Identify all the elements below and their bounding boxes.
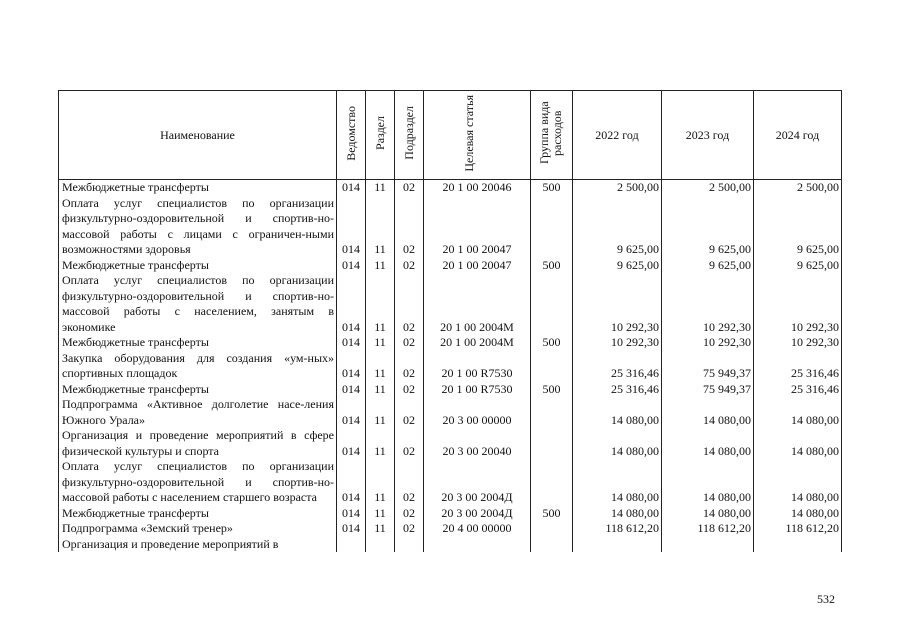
row-vedomstvo: 014 [337, 521, 366, 537]
row-razdel: 11 [366, 180, 395, 196]
row-name: Межбюджетные трансферты [59, 382, 337, 398]
table-row [59, 459, 842, 506]
table-row [59, 351, 842, 382]
row-podrazdel: 02 [395, 335, 424, 351]
row-2024: 2 500,00 [754, 180, 842, 196]
row-2024: 10 292,30 [754, 273, 842, 335]
row-group [531, 537, 573, 553]
header-vedomstvo: Ведомство [337, 91, 366, 180]
row-target [424, 537, 531, 553]
row-target: 20 1 00 20047 [424, 196, 531, 258]
row-razdel: 11 [366, 351, 395, 382]
header-name: Наименование [59, 91, 337, 180]
row-target: 20 1 00 R7530 [424, 382, 531, 398]
row-2022: 10 292,30 [573, 335, 662, 351]
row-razdel: 11 [366, 258, 395, 274]
header-podrazdel: Подраздел [395, 91, 424, 180]
row-2024: 14 080,00 [754, 397, 842, 428]
row-name: Организация и проведение мероприятий в [59, 537, 337, 553]
row-2022: 9 625,00 [573, 258, 662, 274]
table-row [59, 258, 842, 274]
row-2023: 10 292,30 [662, 335, 754, 351]
row-target: 20 3 00 20040 [424, 428, 531, 459]
row-name: Оплата услуг специалистов по организации физкультурно-оздоровительной и спортив-но-массовой работы с населением, занятым в экономике [59, 273, 337, 335]
row-target: 20 1 00 2004М [424, 335, 531, 351]
row-podrazdel: 02 [395, 428, 424, 459]
row-group: 500 [531, 180, 573, 196]
table-row [59, 196, 842, 258]
row-2024: 14 080,00 [754, 459, 842, 506]
row-vedomstvo: 014 [337, 180, 366, 196]
row-2023: 75 949,37 [662, 351, 754, 382]
row-2023: 118 612,20 [662, 521, 754, 537]
row-2024: 14 080,00 [754, 428, 842, 459]
row-2023: 14 080,00 [662, 506, 754, 522]
row-vedomstvo: 014 [337, 351, 366, 382]
table-row [59, 335, 842, 351]
row-2024: 14 080,00 [754, 506, 842, 522]
row-2023: 9 625,00 [662, 258, 754, 274]
row-2022: 9 625,00 [573, 196, 662, 258]
row-2024: 118 612,20 [754, 521, 842, 537]
row-podrazdel: 02 [395, 397, 424, 428]
row-name: Межбюджетные трансферты [59, 506, 337, 522]
row-razdel: 11 [366, 273, 395, 335]
table-row [59, 537, 842, 553]
header-target: Целевая статья [424, 91, 531, 180]
row-razdel: 11 [366, 428, 395, 459]
row-target: 20 4 00 00000 [424, 521, 531, 537]
row-razdel: 11 [366, 382, 395, 398]
row-2022: 14 080,00 [573, 397, 662, 428]
row-vedomstvo: 014 [337, 196, 366, 258]
row-name: Оплата услуг специалистов по организации физкультурно-оздоровительной и спортив-но-массовой работы с населением старшего возраста [59, 459, 337, 506]
row-2022 [573, 537, 662, 553]
row-2023: 9 625,00 [662, 196, 754, 258]
row-2023: 2 500,00 [662, 180, 754, 196]
row-razdel: 11 [366, 506, 395, 522]
row-vedomstvo: 014 [337, 506, 366, 522]
header-2024: 2024 год [754, 91, 842, 180]
row-group [531, 459, 573, 506]
row-razdel: 11 [366, 397, 395, 428]
row-vedomstvo: 014 [337, 273, 366, 335]
header-group: Группа вида расходов [531, 91, 573, 180]
row-razdel: 11 [366, 196, 395, 258]
header-row [59, 91, 842, 180]
row-target: 20 1 00 20046 [424, 180, 531, 196]
row-razdel: 11 [366, 335, 395, 351]
row-podrazdel: 02 [395, 196, 424, 258]
row-2023 [662, 537, 754, 553]
row-vedomstvo: 014 [337, 459, 366, 506]
table-row [59, 428, 842, 459]
row-2024: 10 292,30 [754, 335, 842, 351]
table-row [59, 397, 842, 428]
row-group [531, 196, 573, 258]
row-podrazdel: 02 [395, 258, 424, 274]
row-target: 20 3 00 2004Д [424, 459, 531, 506]
row-group: 500 [531, 506, 573, 522]
row-2022: 118 612,20 [573, 521, 662, 537]
row-group [531, 397, 573, 428]
row-2022: 14 080,00 [573, 428, 662, 459]
row-name: Подпрограмма «Активное долголетие насе-ления Южного Урала» [59, 397, 337, 428]
row-vedomstvo: 014 [337, 335, 366, 351]
row-group: 500 [531, 258, 573, 274]
row-group [531, 351, 573, 382]
row-podrazdel [395, 537, 424, 553]
row-2022: 14 080,00 [573, 459, 662, 506]
row-vedomstvo [337, 537, 366, 553]
table-row [59, 382, 842, 398]
row-2023: 10 292,30 [662, 273, 754, 335]
row-name: Межбюджетные трансферты [59, 258, 337, 274]
table-row [59, 273, 842, 335]
row-2022: 2 500,00 [573, 180, 662, 196]
row-2022: 25 316,46 [573, 382, 662, 398]
table-row [59, 180, 842, 196]
row-2022: 14 080,00 [573, 506, 662, 522]
row-target: 20 1 00 2004М [424, 273, 531, 335]
row-target: 20 3 00 00000 [424, 397, 531, 428]
page-number: 532 [817, 592, 835, 606]
row-target: 20 3 00 2004Д [424, 506, 531, 522]
row-vedomstvo: 014 [337, 258, 366, 274]
row-group: 500 [531, 335, 573, 351]
row-vedomstvo: 014 [337, 397, 366, 428]
row-podrazdel: 02 [395, 521, 424, 537]
row-target: 20 1 00 20047 [424, 258, 531, 274]
row-2023: 75 949,37 [662, 382, 754, 398]
row-name: Межбюджетные трансферты [59, 180, 337, 196]
row-podrazdel: 02 [395, 180, 424, 196]
row-podrazdel: 02 [395, 351, 424, 382]
row-name: Организация и проведение мероприятий в сфере физической культуры и спорта [59, 428, 337, 459]
row-podrazdel: 02 [395, 382, 424, 398]
row-razdel [366, 537, 395, 553]
row-name: Закупка оборудования для создания «ум-ных» спортивных площадок [59, 351, 337, 382]
row-name: Межбюджетные трансферты [59, 335, 337, 351]
row-target: 20 1 00 R7530 [424, 351, 531, 382]
table-row [59, 521, 842, 537]
header-2022: 2022 год [573, 91, 662, 180]
header-2023: 2023 год [662, 91, 754, 180]
row-2023: 14 080,00 [662, 428, 754, 459]
header-razdel: Раздел [366, 91, 395, 180]
row-podrazdel: 02 [395, 459, 424, 506]
row-group: 500 [531, 382, 573, 398]
table-row [59, 506, 842, 522]
row-2024: 9 625,00 [754, 196, 842, 258]
row-2024: 25 316,46 [754, 382, 842, 398]
row-group [531, 428, 573, 459]
row-name: Подпрограмма «Земский тренер» [59, 521, 337, 537]
row-group [531, 273, 573, 335]
row-name: Оплата услуг специалистов по организации физкультурно-оздоровительной и спортив-но-массовой работы с лицами с ограничен-ными возможностями здоровья [59, 196, 337, 258]
budget-table [58, 90, 842, 552]
row-2022: 10 292,30 [573, 273, 662, 335]
row-podrazdel: 02 [395, 506, 424, 522]
row-2024: 25 316,46 [754, 351, 842, 382]
row-2024 [754, 537, 842, 553]
row-2023: 14 080,00 [662, 459, 754, 506]
row-2022: 25 316,46 [573, 351, 662, 382]
row-vedomstvo: 014 [337, 382, 366, 398]
row-2023: 14 080,00 [662, 397, 754, 428]
row-podrazdel: 02 [395, 273, 424, 335]
row-2024: 9 625,00 [754, 258, 842, 274]
row-group [531, 521, 573, 537]
row-vedomstvo: 014 [337, 428, 366, 459]
row-razdel: 11 [366, 459, 395, 506]
row-razdel: 11 [366, 521, 395, 537]
